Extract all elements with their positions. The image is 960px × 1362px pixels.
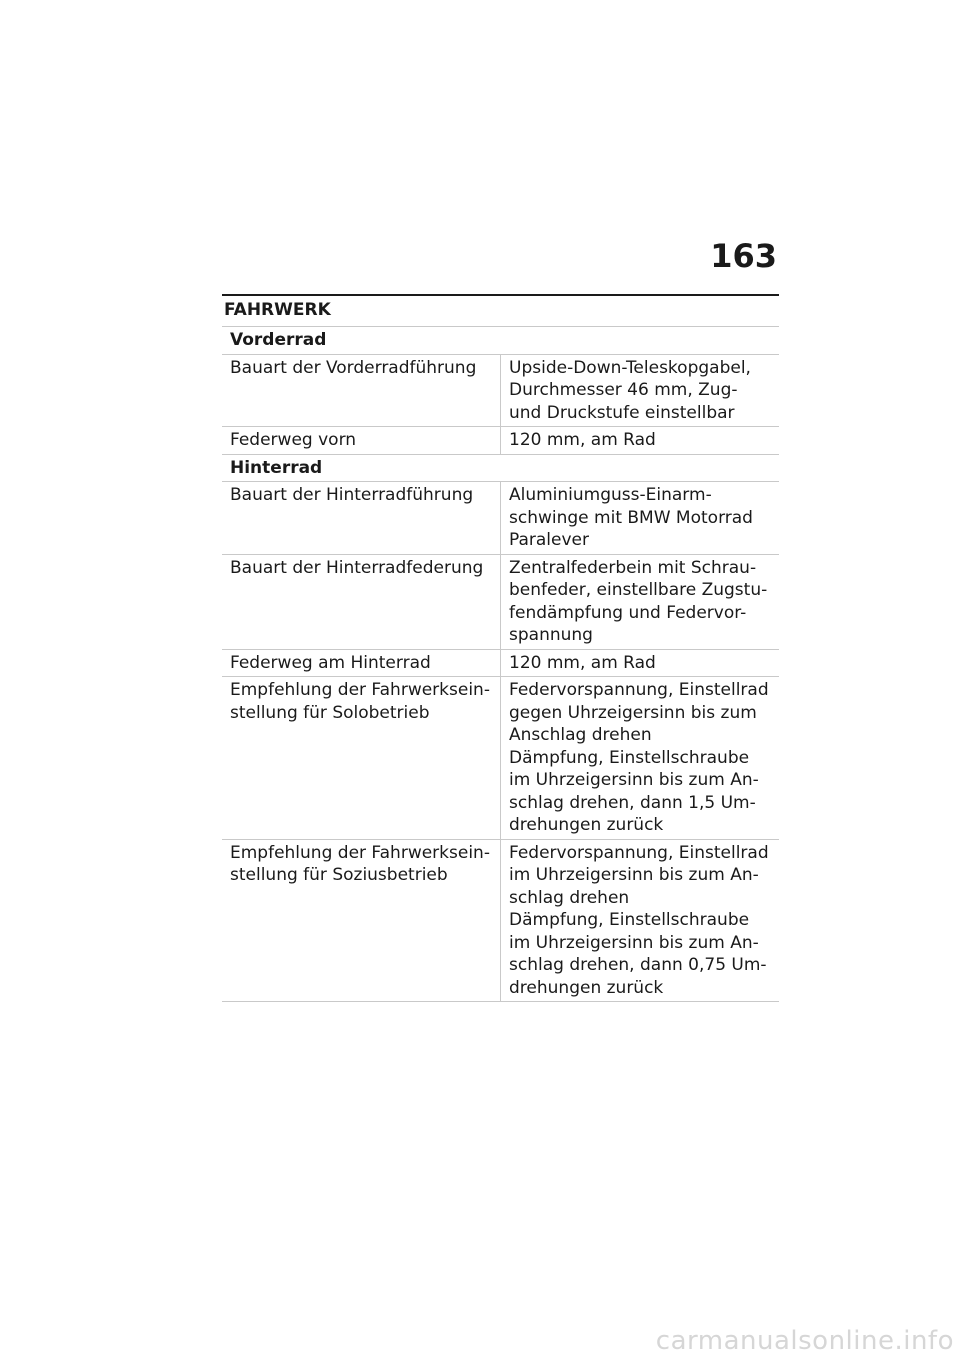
page-number: 163 (710, 237, 777, 275)
spec-value-line: fendämpfung und Federvor- (509, 602, 747, 623)
spec-label (222, 677, 501, 840)
spec-value (501, 427, 780, 455)
spec-value-line: Zentralfederbein mit Schrau- (509, 557, 757, 578)
spec-value-line: Federvorspannung, Einstellrad (509, 842, 769, 863)
spec-value-line: Durchmesser 46 mm, Zug- (509, 380, 738, 400)
group-heading-row (222, 454, 779, 482)
spec-label-line: Bauart der Hinterradfederung (230, 557, 484, 578)
spec-label-line: Bauart der Hinterradführung (230, 485, 474, 505)
spec-value (501, 839, 780, 1002)
spec-value-line: Paralever (509, 530, 590, 550)
spec-row (222, 649, 779, 677)
spec-label-line: stellung für Solobetrieb (230, 702, 430, 723)
spec-row (222, 427, 779, 455)
chassis-section (222, 294, 779, 1002)
spec-label-line: Federweg am Hinterrad (230, 652, 431, 673)
spec-value-line: drehungen zurück (509, 977, 664, 998)
spec-value (501, 649, 780, 677)
spec-value (501, 482, 780, 555)
section-title: FAHRWERK (224, 300, 331, 320)
spec-value-line: Upside-Down-Teleskopgabel, (509, 357, 751, 378)
spec-value (501, 554, 780, 649)
specs-table (222, 326, 779, 1002)
spec-value-line: im Uhrzeigersinn bis zum An- (509, 932, 759, 953)
spec-label-line: Federweg vorn (230, 430, 357, 450)
spec-value-line: gegen Uhrzeigersinn bis zum (509, 702, 757, 723)
spec-value-line: schlag drehen, dann 1,5 Um- (509, 792, 756, 813)
spec-value-line: benfeder, einstellbare Zugstu- (509, 580, 768, 600)
spec-label (222, 554, 501, 649)
spec-value-line: schlag drehen, dann 0,75 Um- (509, 955, 767, 975)
group-heading: Hinterrad (222, 454, 779, 482)
spec-value-line: Aluminiumguss-Einarm- (509, 485, 712, 505)
spec-value-line: Dämpfung, Einstellschraube (509, 747, 750, 768)
spec-value-line: schlag drehen (509, 887, 630, 908)
spec-row (222, 839, 779, 1002)
spec-label (222, 354, 501, 427)
spec-value-line: im Uhrzeigersinn bis zum An- (509, 770, 759, 790)
spec-value (501, 354, 780, 427)
spec-value-line: Anschlag drehen (509, 725, 652, 745)
spec-label-line: Empfehlung der Fahrwerksein- (230, 680, 490, 700)
group-heading: Vorderrad (222, 327, 779, 355)
spec-value-line: und Druckstufe einstellbar (509, 402, 735, 423)
spec-value-line: spannung (509, 625, 593, 645)
spec-row (222, 677, 779, 840)
spec-value-line: im Uhrzeigersinn bis zum An- (509, 865, 759, 885)
watermark: carmanualsonline.info (655, 1326, 954, 1356)
specs-table-body (222, 327, 779, 1002)
spec-value-line: 120 mm, am Rad (509, 652, 656, 673)
spec-label (222, 427, 501, 455)
spec-value-line: Dämpfung, Einstellschraube (509, 910, 750, 930)
spec-label-line: Empfehlung der Fahrwerksein- (230, 842, 490, 863)
spec-value-line: drehungen zurück (509, 815, 664, 835)
spec-value (501, 677, 780, 840)
group-heading-row (222, 327, 779, 355)
spec-label (222, 839, 501, 1002)
spec-label-line: Bauart der Vorderradführung (230, 357, 477, 378)
spec-value-line: 120 mm, am Rad (509, 430, 656, 450)
spec-row (222, 482, 779, 555)
spec-label (222, 649, 501, 677)
spec-value-line: Federvorspannung, Einstellrad (509, 680, 769, 700)
spec-value-line: schwinge mit BMW Motorrad (509, 507, 753, 528)
spec-label (222, 482, 501, 555)
spec-row (222, 554, 779, 649)
spec-row (222, 354, 779, 427)
spec-label-line: stellung für Soziusbetrieb (230, 865, 448, 885)
